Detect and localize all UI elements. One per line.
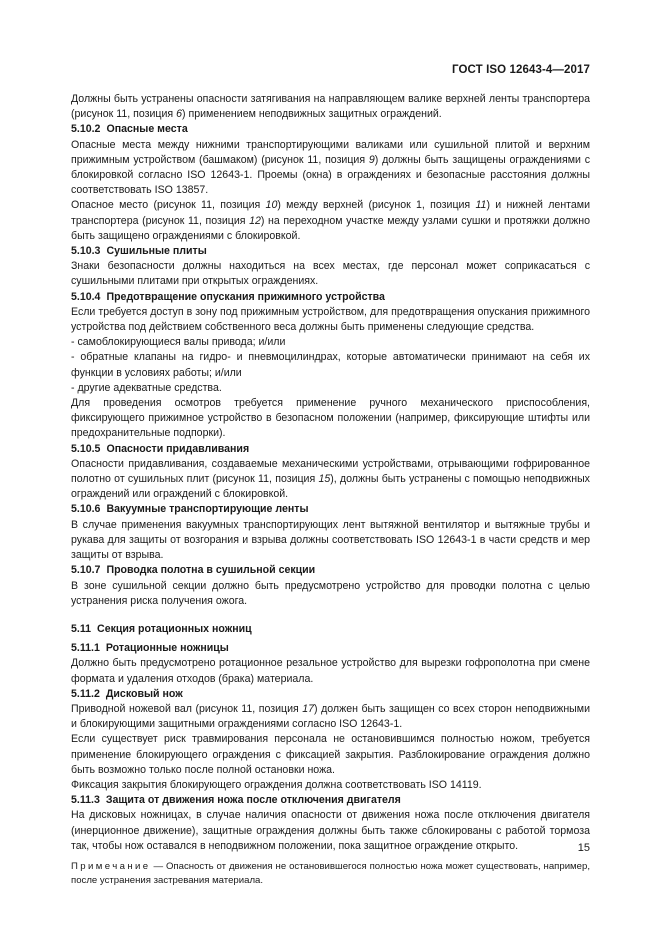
paragraph: Приводной ножевой вал (рисунок 11, позиция 17) должен быть защищен со всех сторон неподвижными и блокирующими защитными ограждениями согласно ISO 12643-1.	[71, 702, 590, 731]
subsection-heading: 5.11.3 Защита от движения ножа после отключения двигателя	[71, 794, 401, 807]
paragraph: Опасное место (рисунок 11, позиция 10) между верхней (рисунок 1, позиция 11) и нижней лентами транспортера (рисунок 11, позиция 12) на переходном участке между узлами сушки и протяжки должно быть защищено ограждениями с блокировкой.	[71, 199, 590, 242]
paragraph: Фиксация закрытия блокирующего ограждения должна соответствовать ISO 14119.	[71, 778, 482, 791]
subsection-heading: 5.10.7 Проводка полотна в сушильной секции	[71, 564, 316, 577]
subsection-heading: 5.10.3 Сушильные плиты	[71, 245, 207, 258]
paragraph: В зоне сушильной секции должно быть предусмотрено устройство для проводки полотна с целью устранения риска получения ожога.	[71, 579, 590, 607]
subsection-heading: 5.10.6 Вакуумные транспортирующие ленты	[71, 503, 309, 516]
paragraph: В случае применения вакуумных транспортирующих лент вытяжной вентилятор и вытяжные трубы и рукава для защиты от возгорания и взрыва должны соответствовать ISO 12643-1 в части средств и мер защиты от взрыва.	[71, 518, 590, 562]
paragraph: Опасности придавливания, создаваемые механическими устройствами, отрывающими гофрированное полотно от сушильных плит (рисунок 11, позиция 15), должны быть устранены с помощью неподвижных ограждений или ограждений с блокировкой.	[71, 457, 590, 501]
subsection-heading: 5.11.2 Дисковый нож	[71, 687, 183, 700]
paragraph: Должно быть предусмотрено ротационное резальное устройство для вырезки гофрополотна при смене формата и удаления отходов (брака) материала.	[71, 657, 590, 685]
document-body	[71, 92, 590, 888]
paragraph: На дисковых ножницах, в случае наличия опасности от движения ножа после отключения двигателя (инерционное движение), защитные ограждения должны быть также сблокированы с работой тормоза так, чтобы нож оставался в неподвижном положении, пока защитное ограждение открыто.	[71, 809, 590, 852]
list-item: - другие адекватные средства.	[71, 381, 222, 394]
note	[71, 860, 590, 888]
paragraph: Если требуется доступ в зону под прижимным устройством, для предотвращения опускания прижимного устройства под действием собственного веса должны быть применены следующие средства.	[71, 305, 590, 334]
paragraph: Должны быть устранены опасности затягивания на направляющем валике верхней ленты транспортера (рисунок 11, позиция 6) применением неподвижных защитных ограждений.	[71, 93, 590, 121]
list-item: - обратные клапаны на гидро- и пневмоцилиндрах, которые автоматически принимают на себя их функции в условиях работы; и/или	[71, 351, 590, 379]
subsection-heading: 5.10.5 Опасности придавливания	[71, 442, 250, 455]
note-text: — Опасность от движения не остановившегося полностью ножа может существовать, например, после устранения застревания материала.	[71, 860, 590, 886]
document-header: ГОСТ ISO 12643-4—2017	[452, 64, 590, 76]
note-label: Примечание	[71, 860, 151, 872]
subsection-heading: 5.10.2 Опасные места	[71, 123, 188, 136]
section-heading: 5.11 Секция ротационных ножниц	[71, 622, 252, 635]
paragraph: Если существует риск травмирования персонала не остановившимся полностью ножом, требуется применение блокирующего ограждения с фиксацией закрытия. Разблокирование ограждения должно быть возможно только после полной остановки ножа.	[71, 733, 590, 776]
paragraph: Знаки безопасности должны находиться на всех местах, где персонал может соприкасаться с сушильными плитами при открытых ограждениях.	[71, 260, 590, 288]
list-item: - самоблокирующиеся валы привода; и/или	[71, 336, 286, 349]
paragraph: Опасные места между нижними транспортирующими валиками или сушильной плитой и верхним прижимным устройством (башмаком) (рисунок 11, позиция 9) должны быть защищены ограждениями с блокировкой согласно ISO 12643-1. Проемы (окна) в ограждениях и безопасные расстояния должны соответствовать ISO 13857.	[71, 138, 590, 197]
page-number: 15	[577, 842, 590, 854]
subsection-heading: 5.10.4 Предотвращение опускания прижимного устройства	[71, 290, 385, 303]
subsection-heading: 5.11.1 Ротационные ножницы	[71, 642, 229, 655]
paragraph: Для проведения осмотров требуется применение ручного механического приспособления, фиксирующего прижимное устройство в безопасном положении (например, фиксирующие штифты или предохранительные подпорки).	[71, 397, 590, 440]
